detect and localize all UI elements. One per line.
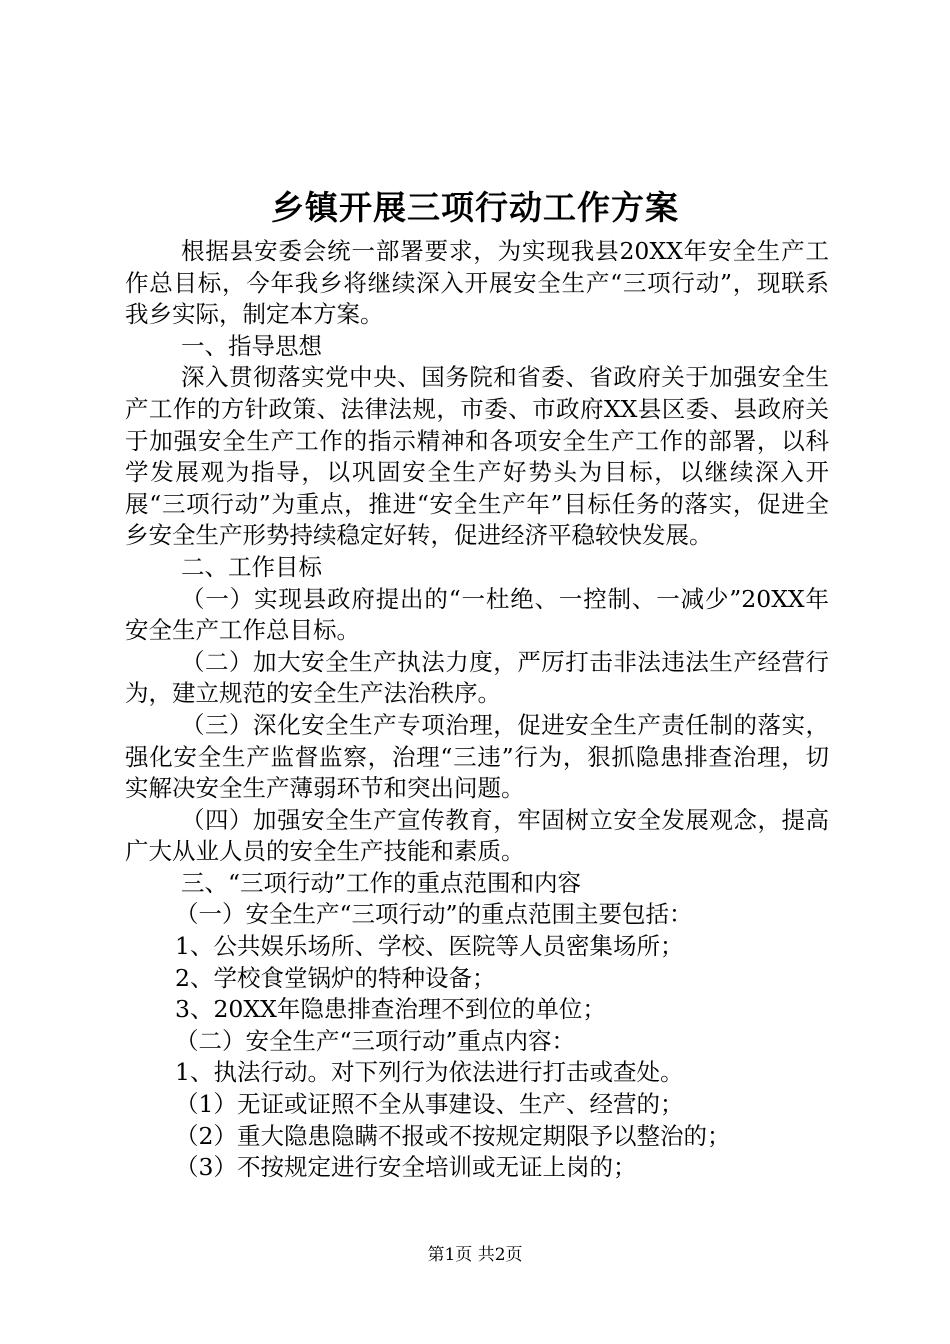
- content-heading: （二）安全生产“三项行动”重点内容：: [175, 1026, 576, 1055]
- enforcement-item-1: （1）无证或证照不全从事建设、生产、经营的；: [175, 1090, 684, 1119]
- section-heading-guiding-ideology: 一、指导思想: [181, 331, 322, 360]
- document-body: [125, 236, 829, 1184]
- document-title: 乡镇开展三项行动工作方案: [271, 188, 679, 227]
- page-footer: 第1页 共2页: [427, 1245, 523, 1265]
- goal-item-3: （三）深化安全生产专项治理，促进安全生产责任制的落实，强化安全生产监督监察，治理“三违”行为，狠抓隐患排查治理，切实解决安全生产薄弱环节和突出问题。: [125, 710, 829, 803]
- section-heading-scope-and-content: 三、“三项行动”工作的重点范围和内容: [181, 868, 582, 897]
- content-item-enforcement: 1、执法行动。对下列行为依法进行打击或查处。: [175, 1058, 684, 1087]
- intro-paragraph: 根据县安委会统一部署要求，为实现我县20XX年安全生产工作总目标，今年我乡将继续深入开展安全生产“三项行动”，现联系我乡实际，制定本方案。: [125, 237, 829, 329]
- scope-item-3: 3、20XX年隐患排查治理不到位的单位；: [175, 995, 606, 1024]
- enforcement-item-2: （2）重大隐患隐瞒不报或不按规定期限予以整治的；: [175, 1121, 731, 1150]
- goal-item-4: （四）加强安全生产宣传教育，牢固树立安全发展观念，提高广大从业人员的安全生产技能和素质。: [125, 805, 829, 866]
- enforcement-item-3: （3）不按规定进行安全培训或无证上岗的；: [175, 1153, 637, 1182]
- section-heading-work-goals: 二、工作目标: [181, 552, 322, 581]
- scope-item-1: 1、公共娱乐场所、学校、医院等人员密集场所；: [175, 932, 684, 961]
- scope-item-2: 2、学校食堂锅炉的特种设备；: [175, 963, 496, 992]
- scope-heading: （一）安全生产“三项行动”的重点范围主要包括：: [175, 900, 693, 929]
- goal-item-2: （二）加大安全生产执法力度，严厉打击非法违法生产经营行为，建立规范的安全生产法治秩序。: [125, 647, 829, 708]
- goal-item-1: （一）实现县政府提出的“一杜绝、一控制、一减少”20XX年安全生产工作总目标。: [125, 584, 829, 645]
- guiding-ideology-paragraph: 深入贯彻落实党中央、国务院和省委、省政府关于加强安全生产工作的方针政策、法律法规，市委、市政府XX县区委、县政府关于加强安全生产工作的指示精神和各项安全生产工作的部署，以科学发展观为指导，以巩固安全生产好势头为目标，以继续深入开展“三项行动”为重点，推进“安全生产年”目标任务的落实，促进全乡安全生产形势持续稳定好转，促进经济平稳较快发展。: [125, 363, 829, 550]
